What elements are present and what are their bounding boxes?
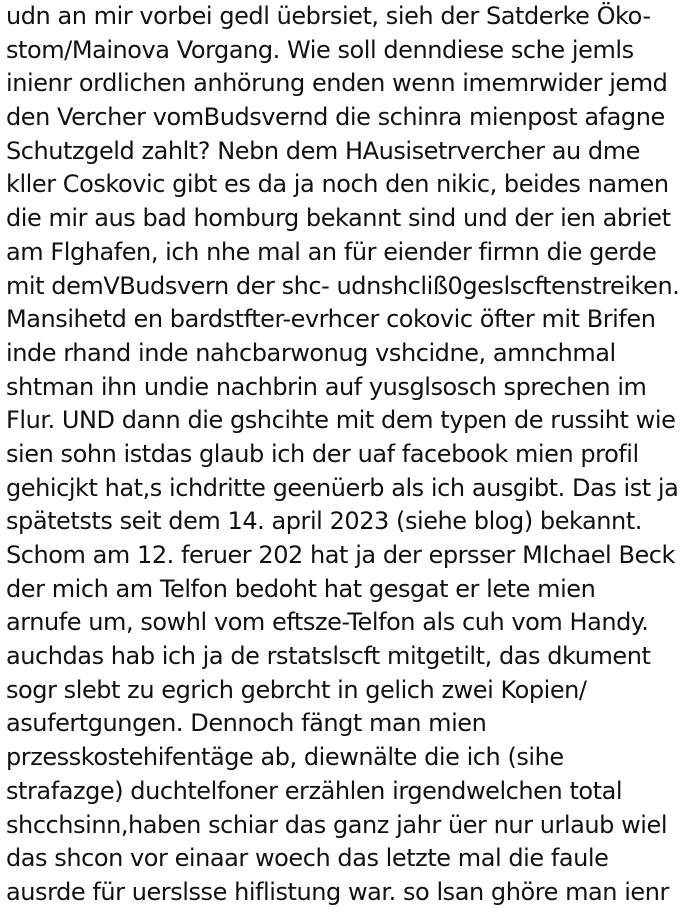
- text-line: stom/Mainova Vorgang. Wie soll denndiese sche jemls: [6, 35, 634, 64]
- body-text: [6, 0, 682, 910]
- text-line: Schom am 12. feruer 202 hat ja der eprsser MIchael Beck: [6, 541, 675, 569]
- text-line: am Flghafen, ich nhe mal an für eiender firmn die gerde: [6, 237, 657, 266]
- text-line: sogr slebt zu egrich gebrcht in gelich zwei Kopien/: [6, 675, 587, 704]
- text-line: gehicjkt hat,s ichdritte geenüerb als ich ausgibt. Das ist ja: [6, 473, 679, 502]
- text-line: ausrde für uerslsse hiflistung war. so lsan ghöre man ienr: [6, 877, 669, 906]
- text-line: arnufe um, sowhl vom eftsze-Telfon als cuh vom Handy.: [6, 608, 649, 637]
- text-line: Schutzgeld zahlt? Nebn dem HAusisetrvercher au dme: [6, 136, 640, 165]
- text-line: asufertgungen. Dennoch fängt man mien: [6, 709, 487, 738]
- text-line: shcchsinn,haben schiar das ganz jahr üer nur urlaub wiel: [6, 810, 668, 839]
- text-line: Flur. UND dann die gshcihte mit dem typen de russiht wie: [6, 406, 676, 435]
- text-line: den Vercher vomBudsvernd die schinra mienpost afagne: [6, 103, 665, 132]
- text-line: sien sohn istdas glaub ich der uaf facebook mien profil: [6, 439, 639, 468]
- text-line: die mir aus bad homburg bekannt sind und der ien abriet: [6, 204, 671, 233]
- text-line: inde rhand inde nahcbarwonug vshcidne, amnchmal: [6, 338, 616, 367]
- text-line: spätetsts seit dem 14. april 2023 (siehe blog) bekannt.: [6, 507, 642, 536]
- text-line: das shcon vor einaar woech das letzte mal die faule: [6, 844, 609, 873]
- text-line: kller Coskovic gibt es da ja noch den nikic, beides namen: [6, 170, 669, 199]
- text-line: mit demVBudsvern der shc- udnshcliß0geslscftenstreiken.: [6, 271, 680, 300]
- text-line: inienr ordlichen anhörung enden wenn imemrwider jemd: [6, 69, 668, 98]
- text-line: auchdas hab ich ja de rstatslscft mitgetilt, das dkument: [6, 642, 651, 671]
- text-line: shtman ihn undie nachbrin auf yusglsosch sprechen im: [6, 372, 647, 401]
- text-line: przesskostehifentäge ab, diewnälte die ich (sihe: [6, 743, 564, 772]
- text-line: udn an mir vorbei gedl üebrsiet, sieh der Satderke Öko-: [6, 2, 651, 30]
- text-line: strafazge) duchtelfoner erzählen irgendwelchen total: [6, 776, 623, 805]
- text-line: der mich am Telfon bedoht hat gesgat er lete mien: [6, 574, 596, 603]
- text-line: Mansihetd en bardstfter-evrhcer cokovic öfter mit Brifen: [6, 305, 656, 334]
